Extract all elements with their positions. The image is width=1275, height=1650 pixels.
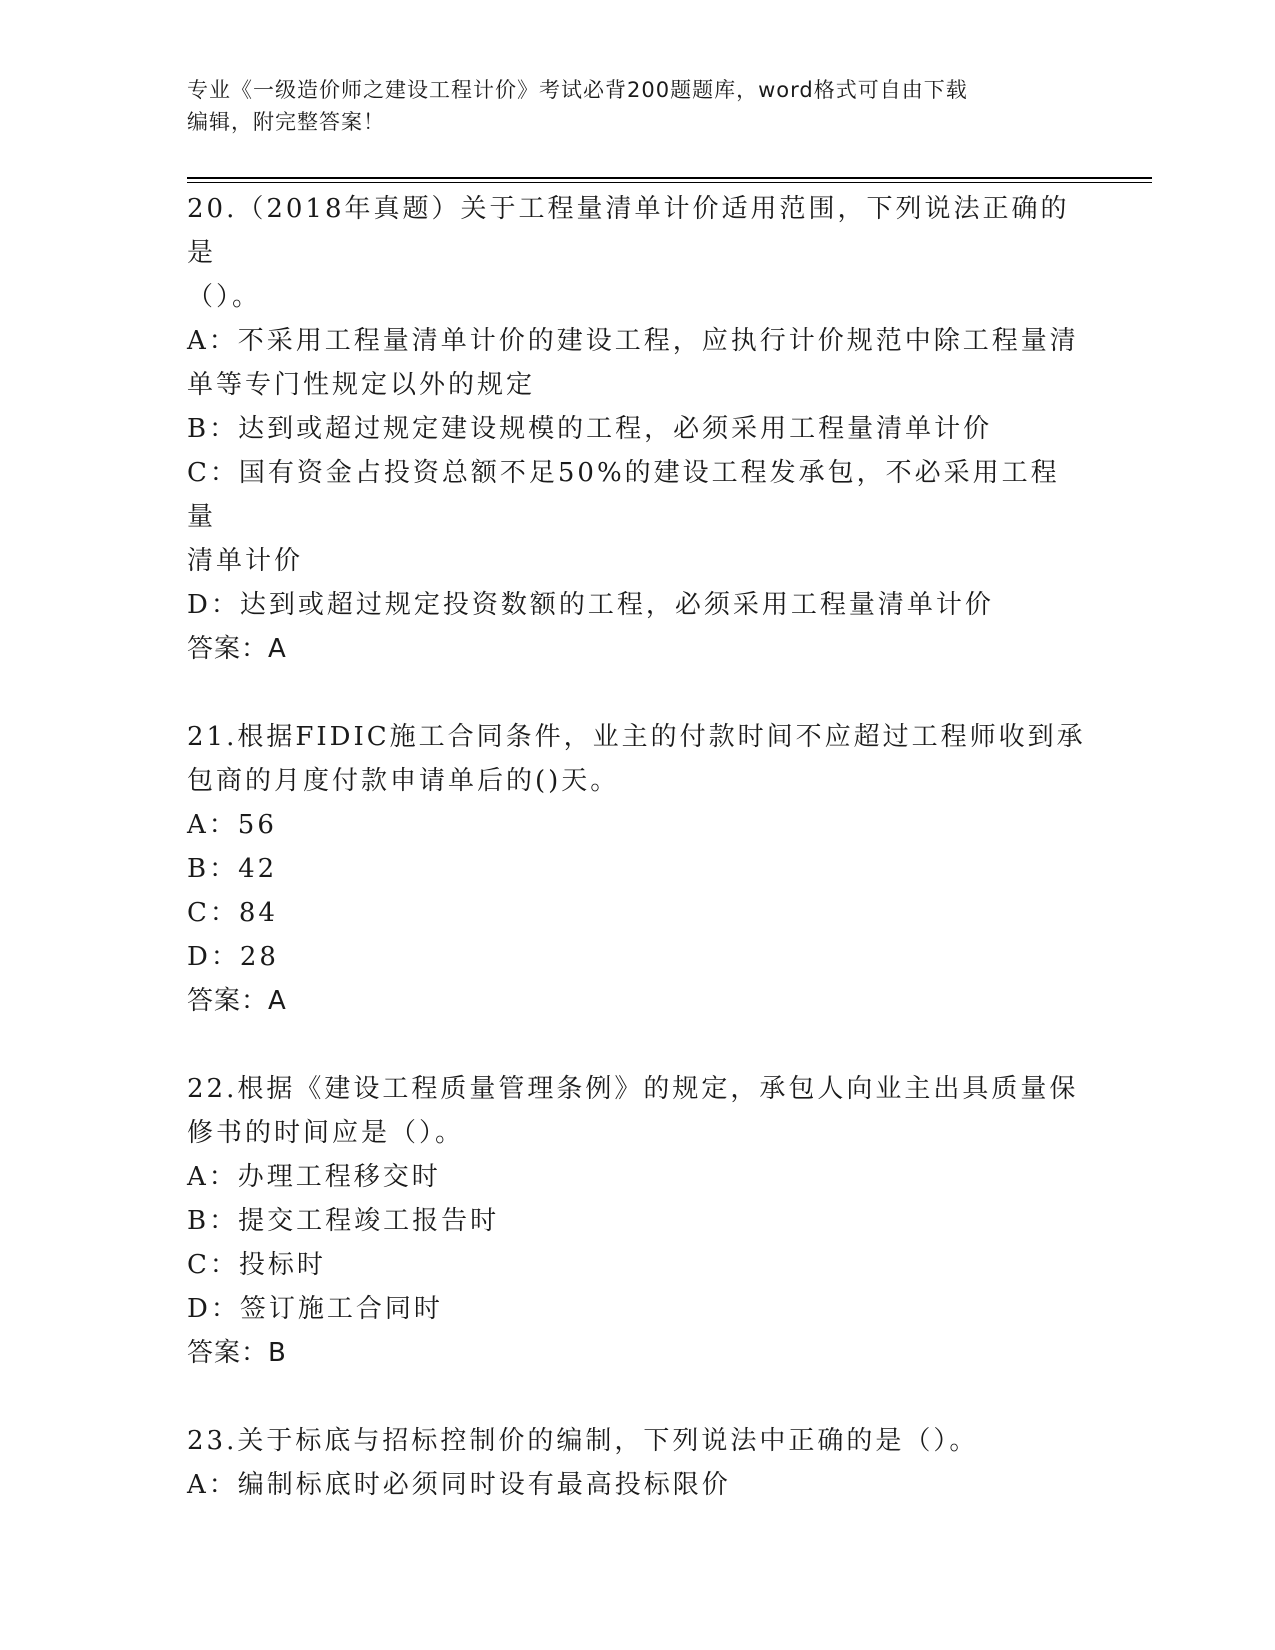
question-stem-line: 23.关于标底与招标控制价的编制，下列说法中正确的是（）。 [187, 1426, 979, 1456]
header-divider-thick [187, 177, 1152, 179]
question-stem-line: 包商的月度付款申请单后的()天。 [187, 766, 620, 796]
spacer [187, 1375, 1087, 1419]
question-22 [187, 1067, 1087, 1375]
option-a: A：办理工程移交时 [187, 1162, 441, 1192]
option-d: D：达到或超过规定投资数额的工程，必须采用工程量清单计价 [187, 590, 994, 620]
answer: 答案：A [187, 986, 287, 1016]
answer: 答案：B [187, 1338, 287, 1368]
header-line-2: 编辑，附完整答案！ [187, 110, 385, 134]
question-23 [187, 1419, 1087, 1507]
document-header [187, 74, 1087, 138]
option-c-line: C：国有资金占投资总额不足50%的建设工程发承包，不必采用工程量 [187, 458, 1060, 532]
option-b: B：达到或超过规定建设规模的工程，必须采用工程量清单计价 [187, 414, 993, 444]
spacer [187, 671, 1087, 715]
option-c: C：投标时 [187, 1250, 326, 1280]
question-stem-line: 20.（2018年真题）关于工程量清单计价适用范围，下列说法正确的是 [187, 194, 1070, 268]
header-divider-thin [187, 182, 1152, 183]
question-stem-line: 22.根据《建设工程质量管理条例》的规定，承包人向业主出具质量保 [187, 1074, 1079, 1104]
question-stem-line: 修书的时间应是（）。 [187, 1118, 465, 1148]
question-stem-line: （）。 [187, 282, 262, 312]
spacer [187, 1023, 1087, 1067]
option-a: A：编制标底时必须同时设有最高投标限价 [187, 1470, 731, 1500]
option-a-line: A：不采用工程量清单计价的建设工程，应执行计价规范中除工程量清 [187, 326, 1079, 356]
option-c: C：84 [187, 898, 278, 928]
question-21 [187, 715, 1087, 1023]
question-stem-line: 21.根据FIDIC施工合同条件，业主的付款时间不应超过工程师收到承 [187, 722, 1086, 752]
answer: 答案：A [187, 634, 287, 664]
option-d: D：签订施工合同时 [187, 1294, 443, 1324]
question-list [187, 187, 1087, 1507]
option-a-line: 单等专门性规定以外的规定 [187, 370, 536, 400]
header-line-1: 专业《一级造价师之建设工程计价》考试必背200题题库，word格式可自由下载 [187, 78, 968, 102]
option-c-line: 清单计价 [187, 546, 304, 576]
option-b: B：提交工程竣工报告时 [187, 1206, 500, 1236]
option-b: B：42 [187, 854, 278, 884]
option-a: A：56 [187, 810, 277, 840]
question-20 [187, 187, 1087, 671]
option-d: D：28 [187, 942, 279, 972]
